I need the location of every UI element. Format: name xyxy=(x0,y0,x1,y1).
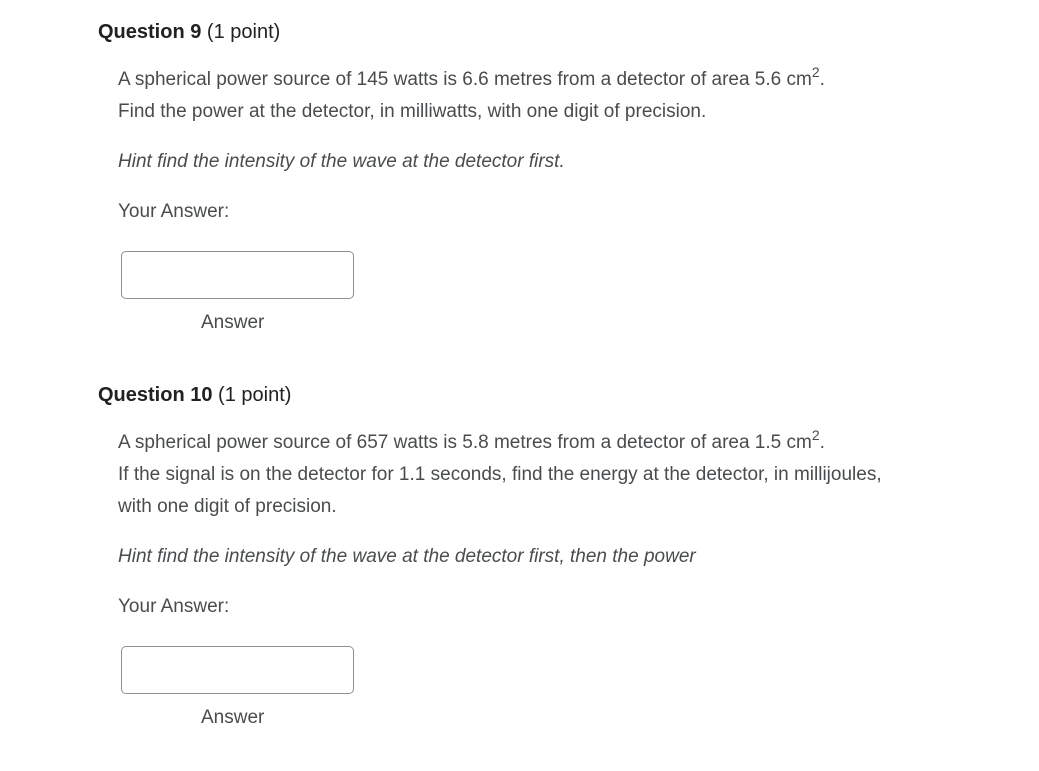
question-text-line2: If the signal is on the detector for 1.1 seconds, find the energy at the detector, in millijoules, with one digit of precision. xyxy=(118,464,882,517)
question-hint: Hint find the intensity of the wave at the detector first, then the power xyxy=(118,546,696,567)
question-text-line2: Find the power at the detector, in milliwatts, with one digit of precision. xyxy=(118,101,707,122)
question-header xyxy=(98,18,998,46)
answer-input[interactable] xyxy=(121,646,354,694)
question-text xyxy=(118,64,998,128)
your-answer-label: Your Answer: xyxy=(118,596,230,617)
question-text-punct: . xyxy=(819,432,825,453)
answer-field-label: Answer xyxy=(201,707,265,728)
question-header xyxy=(98,381,998,409)
your-answer-label: Your Answer: xyxy=(118,201,230,222)
question-10 xyxy=(98,381,998,732)
question-text-punct: . xyxy=(819,69,825,90)
answer-field-label: Answer xyxy=(201,312,265,333)
question-hint: Hint find the intensity of the wave at the detector first. xyxy=(118,151,565,172)
question-points: (1 point) xyxy=(206,21,281,43)
question-title: Question 10 xyxy=(98,384,213,406)
question-text-main: A spherical power source of 657 watts is 5.8 metres from a detector of area 1.5 cm xyxy=(118,432,812,453)
unit-superscript: 2 xyxy=(811,426,820,443)
question-body xyxy=(118,64,998,337)
question-text xyxy=(118,427,918,523)
question-9 xyxy=(98,18,998,337)
answer-input[interactable] xyxy=(121,251,354,299)
question-body xyxy=(118,427,998,732)
question-text-main: A spherical power source of 145 watts is 6.6 metres from a detector of area 5.6 cm xyxy=(118,69,812,90)
question-title: Question 9 xyxy=(98,21,202,43)
unit-superscript: 2 xyxy=(811,63,820,80)
question-points: (1 point) xyxy=(218,384,292,406)
